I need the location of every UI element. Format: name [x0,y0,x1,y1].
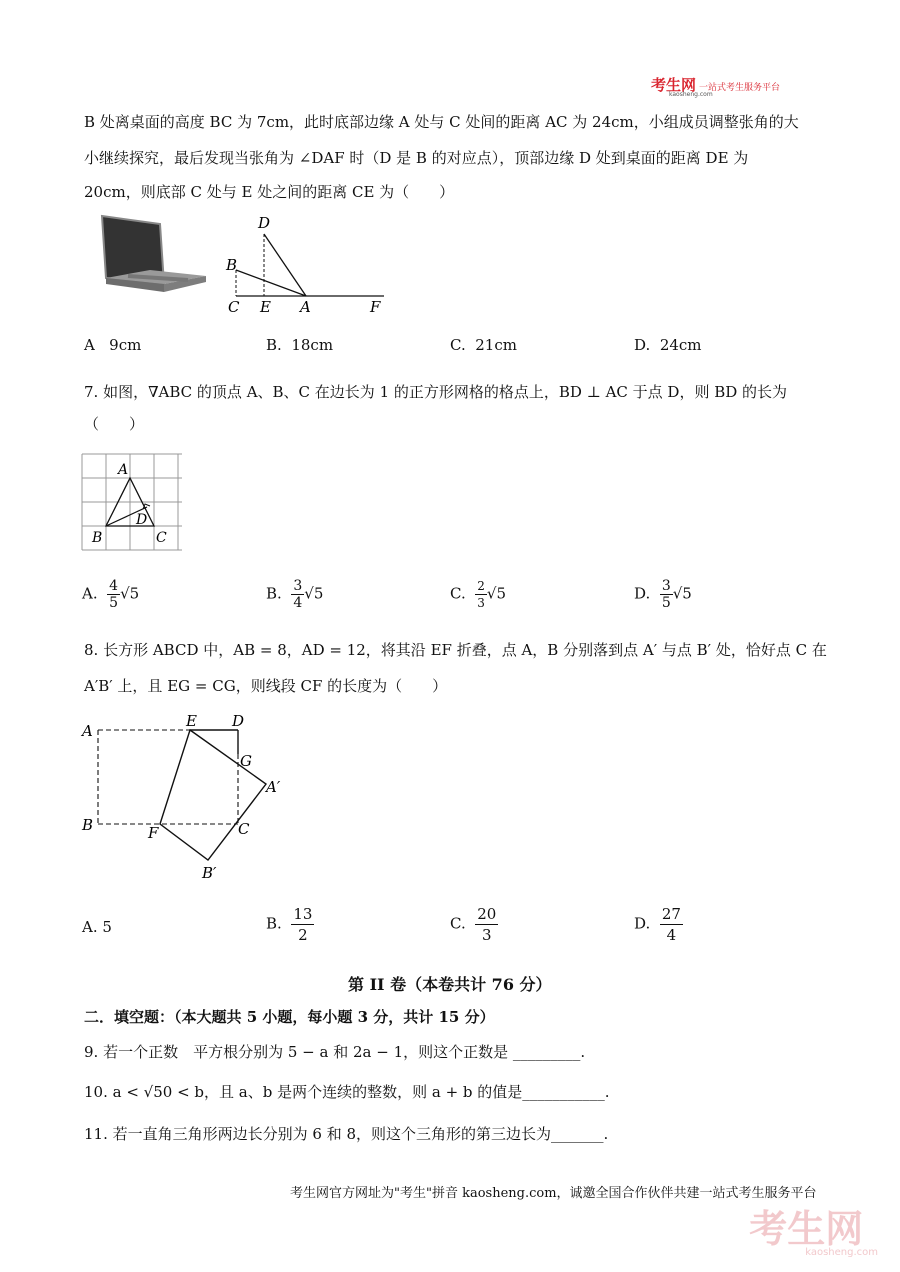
q8-figure [80,710,290,886]
watermark-text: 考生网 [749,1207,864,1251]
q6-line2: 小继续探究，最后发现当张角为 ∠DAF 时（D 是 B 的对应点），顶部边缘 D 处到桌面的距离 DE 为 [84,149,749,167]
q7-option-b: B. $\frac{3}{4}$ √5 [266,578,324,611]
q6-label-A: A [300,298,311,314]
q8-option-c: C. $\frac{20}{3}$ [450,905,497,944]
q6-option-b: B. 18cm [266,336,334,354]
q7-line1: 7. 如图，∇ABC 的顶点 A、B、C 在边长为 1 的正方形网格的格点上，BD ⊥ AC 于点 D，则 BD 的长为 [84,383,788,401]
q6-label-F: F [370,298,381,314]
section-title: 二．填空题：（本大题共 5 小题，每小题 3 分，共计 15 分） [84,1008,495,1026]
q6-figure [224,214,394,314]
q8-label-B: B [82,816,94,834]
q8-label-A: A [82,722,93,740]
q6-line1: B 处离桌面的高度 BC 为 7cm，此时底部边缘 A 处与 C 处间的距离 AC 为 24cm，小组成员调整张角的大 [84,113,799,131]
q6-option-d: D. 24cm [634,336,702,354]
q7-label-D: D [136,512,148,528]
q8-label-C: C [238,820,250,838]
q10-text: 10. a < √50 < b，且 a、b 是两个连续的整数，则 a + b 的值是___________. [84,1083,610,1101]
q7-grid-figure [80,452,184,556]
q6-option-a: A 9cm [84,336,142,354]
q7-option-a: A. $\frac{4}{5}$ √5 [82,578,140,611]
q7-label-B: B [92,530,103,546]
q7-line2: （ ） [84,415,145,433]
q6-label-D: D [258,214,271,232]
q8-option-a: A. 5 [82,918,112,936]
q7-label-C: C [156,530,167,546]
q8-label-D: D [232,712,245,730]
q6-label-C: C [228,298,240,314]
q6-line3: 20cm，则底部 C 处与 E 处之间的距离 CE 为（ ） [84,183,455,201]
q8-label-A-prime: A′ [266,778,281,796]
logo-tagline: 一站式考生服务平台 [699,83,781,93]
q8-label-B-prime: B′ [202,864,217,882]
q7-label-A: A [118,462,129,478]
footer-text: 考生网官方网址为"考生"拼音 kaosheng.com，诚邀全国合作伙伴共建一站式考生服务平台 [290,1186,817,1201]
q6-label-E: E [260,298,271,314]
q7-option-d: D. $\frac{3}{5}$ √5 [634,578,692,611]
q8-label-G: G [240,752,252,770]
q8-line2: A′B′ 上，且 EG = CG，则线段 CF 的长度为（ ） [84,677,448,695]
q7-option-c: C. $\frac{2}{3}$ √5 [450,579,507,610]
watermark-sub: kaosheng.com [805,1247,878,1258]
logo-sub: kaosheng.com [669,91,713,98]
q8-label-E: E [186,712,197,730]
laptop-image [98,212,210,302]
q6-option-c: C. 21cm [450,336,517,354]
q6-label-B: B [226,256,238,274]
watermark [749,1198,878,1258]
logo-text: 考生网 [651,76,697,94]
q8-option-d: D. $\frac{27}{4}$ [634,905,681,944]
q8-label-F: F [148,824,159,842]
part2-title: 第 II 卷（本卷共计 76 分） [348,975,552,994]
q9-text: 9. 若一个正数 平方根分别为 5 − a 和 2a − 1，则这个正数是 _________. [84,1043,586,1061]
q8-option-b: B. $\frac{13}{2}$ [266,905,313,944]
q11-text: 11. 若一直角三角形两边长分别为 6 和 8，则这个三角形的第三边长为_______. [84,1125,609,1143]
header-logo [651,74,781,98]
q8-line1: 8. 长方形 ABCD 中，AB = 8，AD = 12，将其沿 EF 折叠，点 A，B 分别落到点 A′ 与点 B′ 处，恰好点 C 在 [84,641,827,659]
